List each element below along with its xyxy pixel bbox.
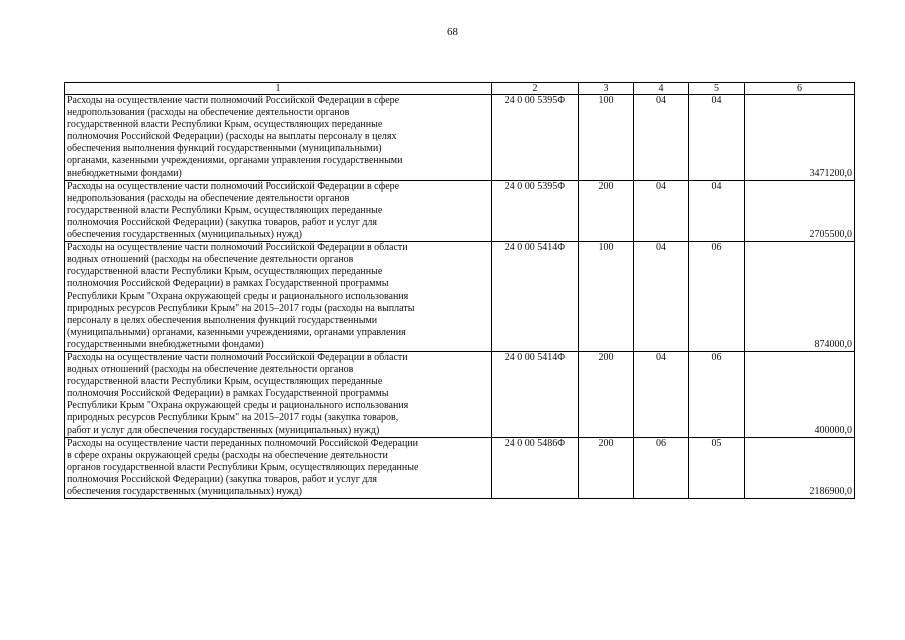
description-line: Республики Крым "Охрана окружающей среды и рационального использования [67,290,409,302]
description-line: Расходы на осуществление части переданных полномочий Российской Федерации [67,437,419,449]
description-line: полномочия Российской Федерации) (закупка товаров, работ и услуг для [67,473,378,485]
description-line: недропользования (расходы на обеспечение деятельности органов [67,192,350,204]
description-line: (муниципальными) органами, казенными учреждениями, органами управления [67,326,406,338]
expense-description [65,437,492,498]
expense-type-cell: 200 [579,180,634,241]
description-line: Расходы на осуществление части полномочий Российской Федерации в сфере [67,95,400,106]
expense-type-cell: 100 [579,95,634,181]
section-cell: 04 [634,351,689,437]
description-line: работ и услуг для обеспечения государственных (муниципальных) нужд) [67,424,380,436]
description-line: внебюджетными фондами) [67,167,182,179]
table-row [65,437,855,498]
description-line: Республики Крым "Охрана окружающей среды и рационального использования [67,400,409,412]
subsection-cell: 05 [689,437,745,498]
expense-type-cell: 100 [579,242,634,352]
amount-cell: 3471200,0 [745,95,855,181]
section-cell: 04 [634,95,689,181]
amount-cell: 2186900,0 [745,437,855,498]
amount-cell: 2705500,0 [745,180,855,241]
target-code-cell: 24 0 00 5486Ф [492,437,579,498]
description-line: полномочия Российской Федерации) в рамках Государственной программы [67,388,389,400]
description-line: водных отношений (расходы на обеспечение деятельности органов [67,254,354,266]
amount-cell: 874000,0 [745,242,855,352]
description-line: Расходы на осуществление части полномочий Российской Федерации в области [67,351,408,363]
description-line: природных ресурсов Республики Крым" на 2015–2017 годы (расходы на выплаты [67,302,415,314]
table-row [65,180,855,241]
description-line: государственной власти Республики Крым, осуществляющих переданные [67,119,383,131]
expense-description [65,242,492,352]
description-line: обеспечения государственных (муниципальных) нужд) [67,486,302,497]
column-header-2: 2 [492,83,579,95]
description-line: государственными внебюджетными фондами) [67,338,264,350]
budget-table [64,82,855,499]
column-header-3: 3 [579,83,634,95]
amount-cell: 400000,0 [745,351,855,437]
table-header-row [65,83,855,95]
description-line: государственной власти Республики Крым, осуществляющих переданные [67,204,383,216]
description-line: полномочия Российской Федерации) (закупка товаров, работ и услуг для [67,216,378,228]
description-line: в сфере охраны окружающей среды (расходы на обеспечение деятельности [67,449,388,461]
table-row [65,242,855,352]
table-row [65,351,855,437]
target-code-cell: 24 0 00 5414Ф [492,351,579,437]
target-code-cell: 24 0 00 5395Ф [492,95,579,181]
description-line: обеспечения выполнения функций государственными (муниципальными) [67,143,382,155]
description-line: обеспечения государственных (муниципальных) нужд) [67,229,302,241]
description-line: природных ресурсов Республики Крым" на 2015–2017 годы (закупка товаров, [67,412,399,424]
section-cell: 04 [634,242,689,352]
column-header-5: 5 [689,83,745,95]
description-line: водных отношений (расходы на обеспечение деятельности органов [67,364,354,376]
expense-description [65,180,492,241]
subsection-cell: 06 [689,242,745,352]
column-header-6: 6 [745,83,855,95]
section-cell: 06 [634,437,689,498]
description-line: недропользования (расходы на обеспечение деятельности органов [67,107,350,119]
expense-type-cell: 200 [579,351,634,437]
description-line: полномочия Российской Федерации) в рамках Государственной программы [67,278,389,290]
description-line: государственной власти Республики Крым, осуществляющих переданные [67,376,383,388]
expense-description [65,95,492,181]
expense-type-cell: 200 [579,437,634,498]
page-number: 68 [447,26,458,38]
subsection-cell: 04 [689,95,745,181]
description-line: персоналу в целях обеспечения выполнения функций государственными [67,314,378,326]
table-row [65,95,855,181]
description-line: органами, казенными учреждениями, органами управления государственными [67,155,403,167]
description-line: государственной власти Республики Крым, осуществляющих переданные [67,266,383,278]
section-cell: 04 [634,180,689,241]
description-line: Расходы на осуществление части полномочий Российской Федерации в сфере [67,180,400,192]
description-line: полномочия Российской Федерации) (расходы на выплаты персоналу в целях [67,131,397,143]
target-code-cell: 24 0 00 5414Ф [492,242,579,352]
column-header-4: 4 [634,83,689,95]
column-header-1: 1 [65,83,492,95]
subsection-cell: 06 [689,351,745,437]
subsection-cell: 04 [689,180,745,241]
description-line: Расходы на осуществление части полномочий Российской Федерации в области [67,242,408,254]
expense-description [65,351,492,437]
target-code-cell: 24 0 00 5395Ф [492,180,579,241]
description-line: органов государственной власти Республики Крым, осуществляющих переданные [67,461,419,473]
